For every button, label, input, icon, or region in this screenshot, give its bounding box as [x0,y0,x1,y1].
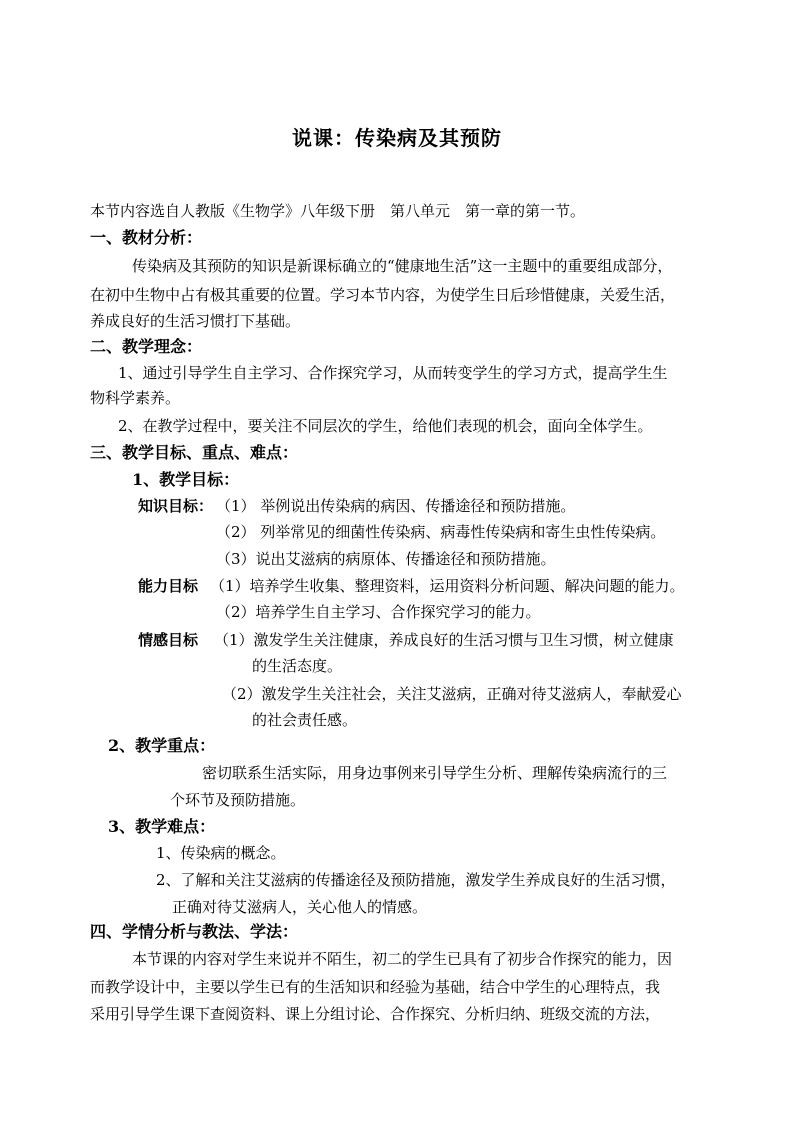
paragraph-line: 采用引导学生课下查阅资料、课上分组讨论、合作探究、分析归纳、班级交流的方法， [90,1005,661,1023]
emotion-goal-item: 的社会责任感。 [252,711,358,729]
subheading-difficulties: 3、教学难点： [108,817,216,836]
paragraph-line: 而教学设计中，主要以学生已有的生活知识和经验为基础，结合中学生的心理特点，我 [90,978,661,996]
paragraph-line: 本节课的内容对学生来说并不陌生，初二的学生已具有了初步合作探究的能力，因 [132,950,673,968]
page-title: 说课：传染病及其预防 [292,126,502,150]
paragraph-line: 1、传染病的概念。 [156,844,286,862]
emotion-goal-item: （2）激发学生关注社会，关注艾滋病，正确对待艾滋病人，奉献爱心 [222,685,682,703]
knowledge-goal-item: （1） 举例说出传染病的病因、传播途径和预防措施。 [216,497,576,515]
paragraph-line: 在初中生物中占有极其重要的位置。学习本节内容，为使学生日后珍惜健康，关爱生活， [90,286,676,304]
paragraph-line: 密切联系生活实际，用身边事例来引导学生分析、理解传染病流行的三 [202,764,668,782]
paragraph-line: 个环节及预防措施。 [170,791,306,809]
subheading-teaching-goals: 1、教学目标： [132,470,240,489]
section-heading-1: 一、教材分析： [90,228,203,247]
paragraph-line: 物科学素养。 [90,389,181,407]
knowledge-goal-item: （2） 列举常见的细菌性传染病、病毒性传染病和寄生虫性传染病。 [216,523,666,541]
section-heading-2: 二、教学理念： [90,337,203,356]
ability-goal-item: （2）培养学生自主学习、合作探究学习的能力。 [216,603,541,621]
ability-goal-item: （1）培养学生收集、整理资料，运用资料分析问题、解决问题的能力。 [210,577,685,595]
emotion-goal-item: 的生活态度。 [252,657,343,675]
section-heading-4: 四、学情分析与教法、学法： [90,922,299,941]
knowledge-goal-item: （3）说出艾滋病的病原体、传播途径和预防措施。 [216,550,556,568]
paragraph-line: 2、在教学过程中，要关注不同层次的学生，给他们表现的机会，面向全体学生。 [118,417,653,435]
paragraph-line: 养成良好的生活习惯打下基础。 [90,312,301,330]
ability-goal-label: 能力目标 [138,577,199,595]
paragraph-line: 传染病及其预防的知识是新课标确立的“健康地生活”这一主题中的重要组成部分， [132,257,673,275]
subheading-key-points: 2、教学重点： [108,736,216,755]
knowledge-goal-label: 知识目标： [138,497,214,515]
paragraph-line: 2、了解和关注艾滋病的传播途径及预防措施，激发学生养成良好的生活习惯， [156,871,676,889]
paragraph-line: 1、通过引导学生自主学习、合作探究学习，从而转变学生的学习方式，提高学生生 [118,364,668,382]
emotion-goal-label: 情感目标 [138,631,199,649]
emotion-goal-item: （1）激发学生关注健康，养成良好的生活习惯与卫生习惯，树立健康 [214,631,674,649]
section-heading-3: 三、教学目标、重点、难点： [90,443,299,462]
paragraph-line: 正确对待艾滋病人，关心他人的情感。 [172,898,428,916]
intro-text: 本节内容选自人教版《生物学》八年级下册 第八单元 第一章的第一节。 [90,202,586,220]
